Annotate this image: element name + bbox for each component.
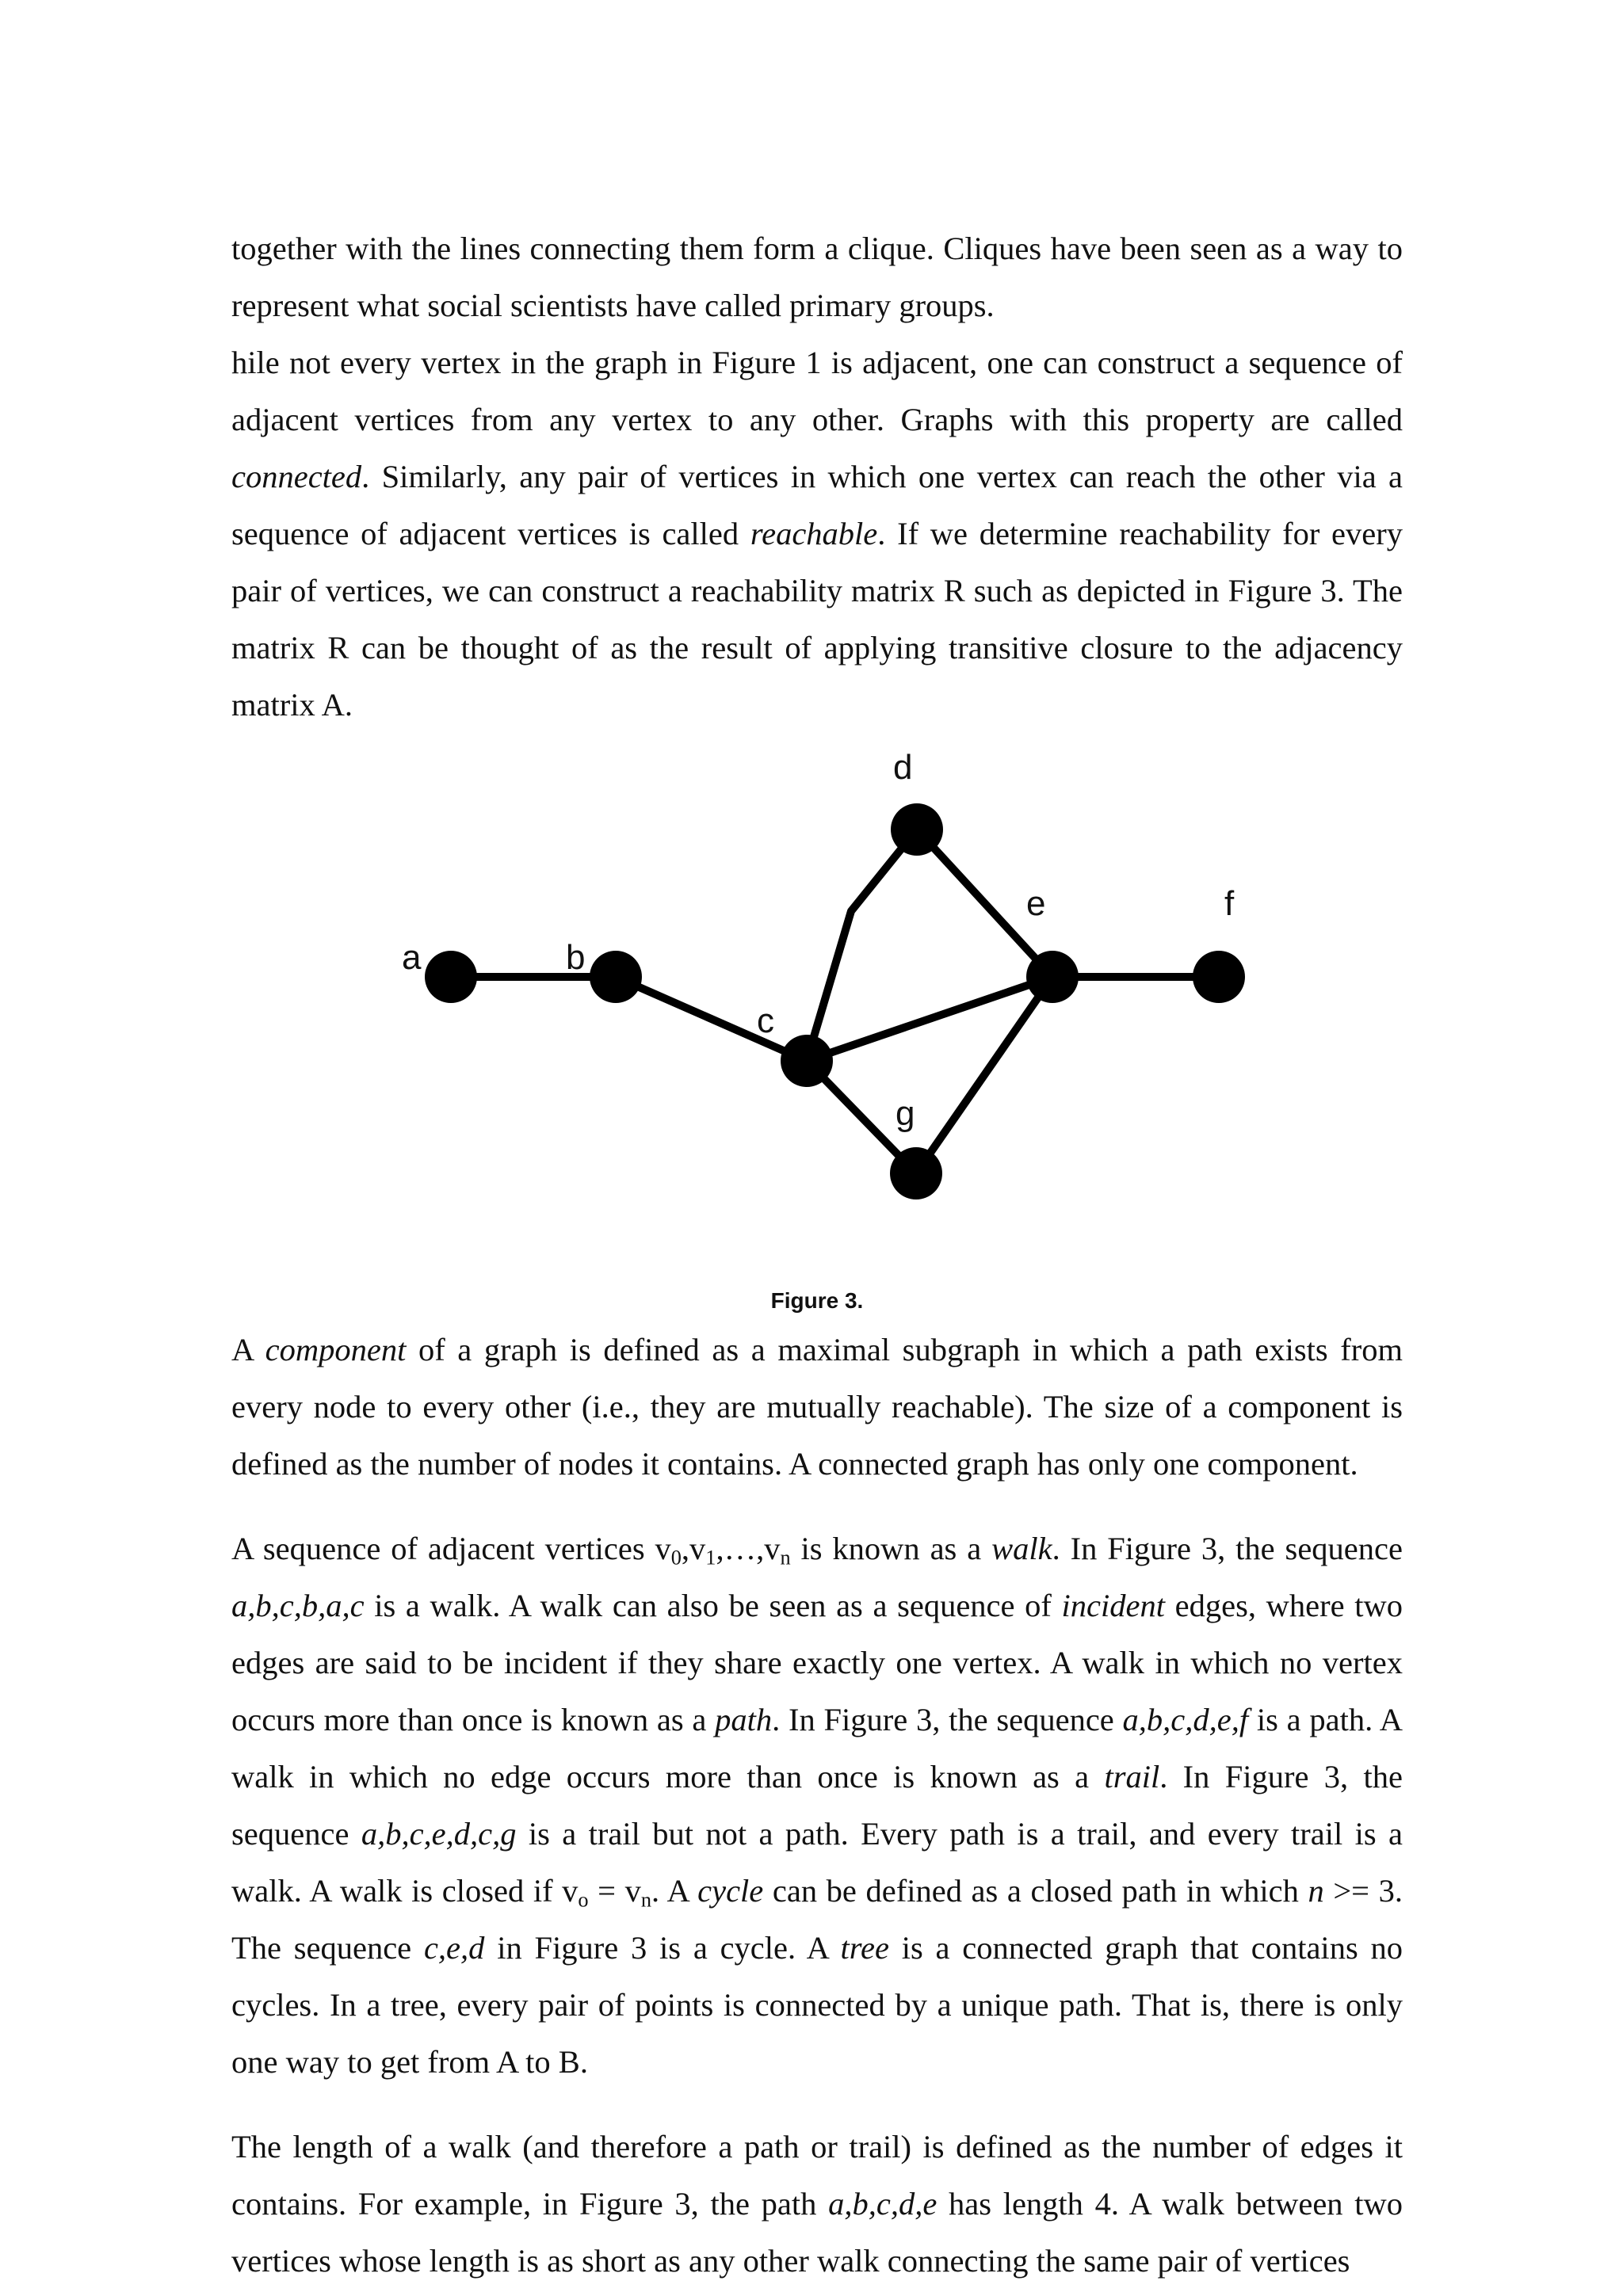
- italic-term: walk: [991, 1531, 1052, 1566]
- text-run: >= 3. The sequence: [231, 1873, 1403, 1966]
- text-run: is a walk. A walk can also be seen as a sequence of: [364, 1588, 1062, 1623]
- node-g: [890, 1147, 942, 1199]
- node-label-d: d: [893, 748, 913, 787]
- italic-term: n: [1308, 1873, 1324, 1909]
- text-run: A: [231, 1332, 265, 1367]
- italic-term: component: [265, 1332, 407, 1367]
- text-run: has length 4. A walk between two vertices whose length is as short as any other walk connecting the same pair of vertices: [231, 2186, 1403, 2279]
- italic-term: cycle: [697, 1873, 764, 1909]
- italic-term: path: [715, 1702, 773, 1737]
- italic-term: reachable: [750, 516, 878, 551]
- top-text-block: [231, 220, 1403, 734]
- text-run: together with the lines connecting them form a clique. Cliques have been seen as a way to represent what social scientists have called primary groups.: [231, 231, 1403, 323]
- text-run: edges, where two edges are said to be incident if they share exactly one vertex. A walk in which no vertex occurs more than once is known as a: [231, 1588, 1403, 1737]
- text-run: . A: [651, 1873, 698, 1909]
- paragraph-gap: [231, 1493, 1403, 1520]
- node-e: [1026, 951, 1079, 1003]
- node-label-g: g: [896, 1094, 915, 1133]
- bottom-text-block: [231, 1322, 1403, 2290]
- node-label-a: a: [402, 938, 422, 977]
- text-run: is a trail but not a path. Every path is a trail, and every trail is a walk. A walk is closed if v: [231, 1816, 1403, 1909]
- text-run: . Similarly, any pair of vertices in which one vertex can reach the other via a sequence of adjacent vertices is called: [231, 459, 1403, 551]
- graph-diagram: [231, 734, 1403, 1280]
- text-run: = v: [588, 1873, 641, 1909]
- node-f: [1193, 951, 1245, 1003]
- paragraph: [231, 220, 1403, 334]
- text-run: . In Figure 3, the sequence: [231, 1759, 1403, 1852]
- edge-c-e: [807, 977, 1052, 1061]
- text-run: in Figure 3 is a cycle. A: [484, 1930, 841, 1966]
- text-run: hile not every vertex in the graph in Figure 1 is adjacent, one can construct a sequence of adjacent vertices from any vertex to any other. Graphs with this property are called: [231, 345, 1403, 437]
- italic-term: a,b,c,b,a,c: [231, 1588, 365, 1623]
- italic-term: a,b,c,e,d,c,g: [361, 1816, 517, 1852]
- text-run: A sequence of adjacent vertices v: [231, 1531, 671, 1566]
- node-label-b: b: [566, 938, 586, 977]
- figure-caption: Figure 3.: [770, 1288, 864, 1313]
- italic-term: c,e,d: [423, 1930, 485, 1966]
- node-a: [425, 951, 477, 1003]
- italic-term: connected: [231, 459, 362, 494]
- graph-nodes: [425, 803, 1245, 1199]
- text-run: is known as a: [790, 1531, 992, 1566]
- edge-e-g: [916, 977, 1052, 1173]
- subscript: n: [640, 1888, 652, 1912]
- edge-b-c: [616, 977, 807, 1061]
- italic-term: tree: [840, 1930, 889, 1966]
- italic-term: trail: [1104, 1759, 1160, 1794]
- node-b: [590, 951, 642, 1003]
- subscript: 1: [705, 1546, 716, 1569]
- text-run: The length of a walk (and therefore a path or trail) is defined as the number of edges it contains. For example, in Figure 3, the path: [231, 2129, 1403, 2222]
- graph-edges: [451, 830, 1219, 1173]
- text-run: is a connected graph that contains no cycles. In a tree, every pair of points is connected by a unique path. That is, there is only one way to get from A to B.: [231, 1930, 1403, 2080]
- text-run: . If we determine reachability for every pair of vertices, we can construct a reachability matrix R such as depicted in Figure 3. The matrix R can be thought of as the result of applying transitive closure to the adjacency matrix A.: [231, 516, 1403, 723]
- italic-term: a,b,c,d,e: [828, 2186, 938, 2222]
- italic-term: a,b,c,d,e,f: [1122, 1702, 1249, 1737]
- node-c: [781, 1035, 833, 1087]
- text-run: is a path. A walk in which no edge occurs more than once is known as a: [231, 1702, 1403, 1794]
- text-run: of a graph is defined as a maximal subgraph in which a path exists from every node to every other (i.e., they are mutually reachable). The size of a component is defined as the number of nodes it contains. A connected graph has only one component.: [231, 1332, 1403, 1482]
- subscript: 0: [670, 1546, 682, 1569]
- paragraph: [231, 1520, 1403, 2091]
- node-d: [891, 803, 943, 856]
- paragraph: [231, 1322, 1403, 1493]
- text-run: can be defined as a closed path in which: [763, 1873, 1308, 1909]
- node-label-e: e: [1026, 884, 1046, 923]
- text-run: . In Figure 3, the sequence: [1052, 1531, 1403, 1566]
- node-label-f: f: [1224, 884, 1235, 923]
- node-label-c: c: [757, 1001, 774, 1040]
- text-run: . In Figure 3, the sequence: [772, 1702, 1123, 1737]
- italic-term: incident: [1061, 1588, 1166, 1623]
- figure-3: [231, 734, 1403, 1280]
- paragraph: [231, 334, 1403, 734]
- text-run: ,…,v: [716, 1531, 781, 1566]
- paragraph-gap: [231, 2091, 1403, 2119]
- paragraph: [231, 2119, 1403, 2290]
- text-run: ,v: [681, 1531, 706, 1566]
- subscript: n: [780, 1546, 791, 1569]
- subscript: o: [578, 1888, 589, 1912]
- document-page: [231, 220, 1403, 2290]
